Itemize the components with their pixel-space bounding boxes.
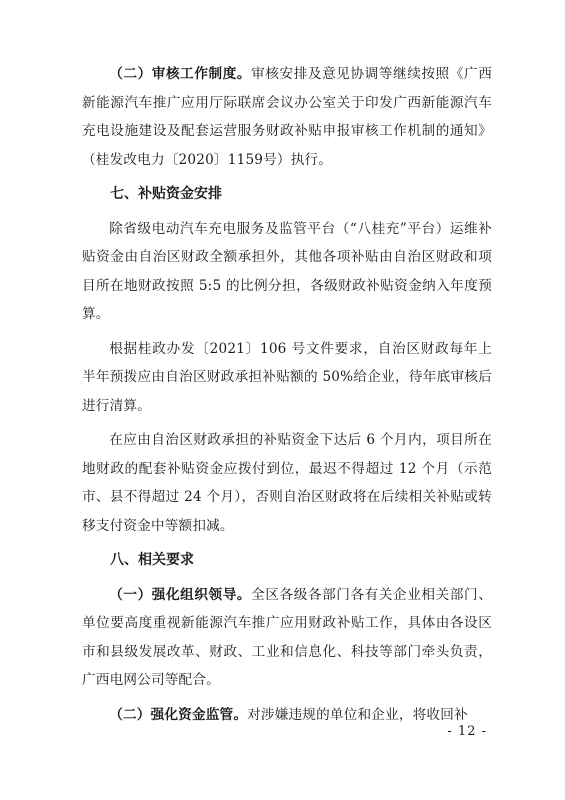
paragraph-lead: （二）强化资金监管。: [109, 706, 248, 723]
paragraph-fund-sharing: 除省级电动汽车充电服务及监管平台（“八桂充”平台）运维补贴资金由自治区财政全额承担外，其他各项补贴由自治区财政和项目所在地财政按照 5:5 的比例分担，各级财政补贴资金纳入年度预算。: [82, 220, 492, 322]
document-page: [82, 60, 492, 735]
paragraph-lead: （一）强化组织领导。: [109, 586, 252, 603]
paragraph-organization-leadership: [82, 581, 492, 695]
page-number: - 12 -: [447, 724, 487, 739]
paragraph-text: 对涉嫌违规的单位和企业，将收回补: [247, 706, 468, 723]
paragraph-advance-payment: 根据桂政办发〔2021〕106 号文件要求，自治区财政每年上半年预拨应由自治区财政承担补贴额的 50%给企业，待年底审核后进行清算。: [82, 340, 492, 414]
paragraph-audit-system: [82, 60, 492, 174]
paragraph-local-matching: 在应由自治区财政承担的补贴资金下达后 6 个月内，项目所在地财政的配套补贴资金应拨付到位，最迟不得超过 12 个月（示范市、县不得超过 24 个月），否则自治区财政将在后续相关补贴或转移支付资金中等额扣减。: [82, 432, 492, 534]
paragraph-text: 审核安排及意见协调等继续按照《广西新能源汽车推广应用厅际联席会议办公室关于印发广西新能源汽车充电设施建设及配套运营服务财政补贴申报审核工作机制的通知》（桂发改电力〔2020〕1159号）执行。: [82, 66, 493, 168]
paragraph-fund-supervision: [82, 701, 492, 730]
paragraph-lead: （二）审核工作制度。: [109, 66, 252, 82]
section-heading-subsidy-funds: 七、补贴资金安排: [110, 186, 222, 202]
section-heading-requirements: 八、相关要求: [110, 552, 194, 568]
paragraph-text: 全区各级各部门各有关企业相关部门、单位要高度重视新能源汽车推广应用财政补贴工作，具体由各设区市和县级发展改革、财政、工业和信息化、科技等部门牵头负责，广西电网公司等配合。: [82, 586, 493, 688]
